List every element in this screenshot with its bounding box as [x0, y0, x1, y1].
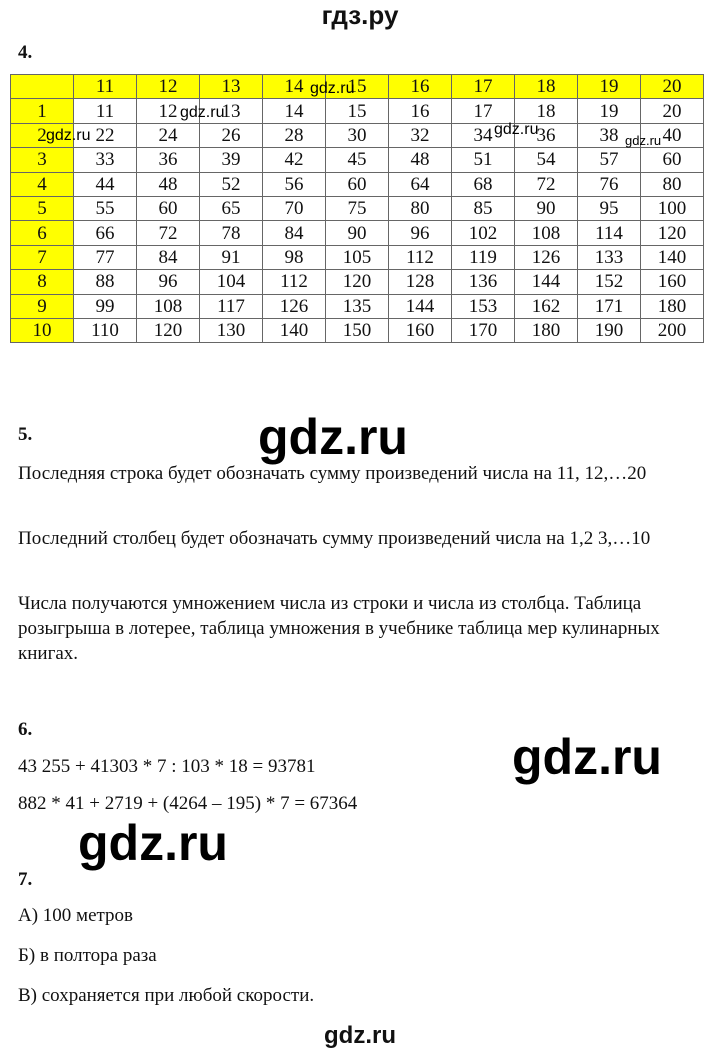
site-title: гдз.ру	[321, 0, 399, 30]
table-cell: 55	[74, 196, 137, 220]
table-cell: 56	[263, 172, 326, 196]
task-5-paragraph-1: Последняя строка будет обозначать сумму произведений числа на 11, 12,…20	[18, 463, 647, 484]
row-header: 3	[11, 148, 74, 172]
table-cell: 80	[389, 196, 452, 220]
table-cell: 104	[200, 270, 263, 294]
column-header: 13	[200, 75, 263, 99]
table-cell: 114	[578, 221, 641, 245]
task-6-number: 6.	[18, 719, 33, 740]
table-cell: 108	[137, 294, 200, 318]
table-cell: 26	[200, 123, 263, 147]
table-cell: 170	[452, 318, 515, 342]
watermark: gdz.ru	[78, 815, 228, 871]
task-7-number: 7.	[18, 869, 33, 890]
table-cell: 112	[389, 245, 452, 269]
table-cell: 34	[452, 123, 515, 147]
table-cell: 36	[137, 148, 200, 172]
column-header: 17	[452, 75, 515, 99]
table-cell: 42	[263, 148, 326, 172]
table-cell: 16	[389, 99, 452, 123]
table-cell: 60	[641, 148, 704, 172]
table-cell: 117	[200, 294, 263, 318]
table-cell: 40	[641, 123, 704, 147]
table-cell: 110	[74, 318, 137, 342]
column-header: 19	[578, 75, 641, 99]
table-cell: 84	[137, 245, 200, 269]
table-cell: 105	[326, 245, 389, 269]
table-cell: 160	[389, 318, 452, 342]
table-cell: 128	[389, 270, 452, 294]
table-cell: 11	[74, 99, 137, 123]
multiplication-table	[10, 74, 704, 343]
row-header: 8	[11, 270, 74, 294]
table-cell: 30	[326, 123, 389, 147]
table-cell: 144	[389, 294, 452, 318]
table-cell: 38	[578, 123, 641, 147]
row-header: 1	[11, 99, 74, 123]
table-cell: 144	[515, 270, 578, 294]
table-cell: 72	[137, 221, 200, 245]
watermark: gdz.ru	[258, 409, 408, 465]
task-7-answer-a: А) 100 метров	[18, 905, 134, 926]
row-header: 2	[11, 123, 74, 147]
table-cell: 20	[641, 99, 704, 123]
table-cell: 77	[74, 245, 137, 269]
column-header: 16	[389, 75, 452, 99]
task-7-answer-b: Б) в полтора раза	[18, 945, 157, 966]
table-cell: 48	[389, 148, 452, 172]
table-cell: 60	[137, 196, 200, 220]
table-cell: 64	[389, 172, 452, 196]
table-cell: 75	[326, 196, 389, 220]
table-cell: 84	[263, 221, 326, 245]
table-cell: 90	[515, 196, 578, 220]
table-cell: 126	[515, 245, 578, 269]
column-header	[11, 75, 74, 99]
column-header: 15	[326, 75, 389, 99]
table-cell: 33	[74, 148, 137, 172]
table-cell: 96	[389, 221, 452, 245]
table-cell: 14	[263, 99, 326, 123]
task-4-number: 4.	[18, 42, 33, 63]
table-cell: 152	[578, 270, 641, 294]
table-row	[11, 196, 704, 220]
table-cell: 15	[326, 99, 389, 123]
table-row	[11, 221, 704, 245]
table-cell: 70	[263, 196, 326, 220]
row-header: 10	[11, 318, 74, 342]
table-cell: 180	[515, 318, 578, 342]
task-6-line-2: 882 * 41 + 2719 + (4264 – 195) * 7 = 67364	[18, 793, 358, 814]
table-cell: 130	[200, 318, 263, 342]
table-row	[11, 148, 704, 172]
table-cell: 85	[452, 196, 515, 220]
table-cell: 88	[74, 270, 137, 294]
task-5-number: 5.	[18, 424, 33, 445]
table-cell: 108	[515, 221, 578, 245]
table-cell: 80	[641, 172, 704, 196]
watermark-small: gdz.ru	[310, 80, 355, 97]
row-header: 9	[11, 294, 74, 318]
table-cell: 45	[326, 148, 389, 172]
footer-watermark: gdz.ru	[324, 1022, 396, 1049]
table-cell: 200	[641, 318, 704, 342]
table-cell: 120	[137, 318, 200, 342]
table-cell: 76	[578, 172, 641, 196]
table-cell: 36	[515, 123, 578, 147]
table-cell: 153	[452, 294, 515, 318]
table-cell: 65	[200, 196, 263, 220]
table-cell: 13	[200, 99, 263, 123]
table-row	[11, 318, 704, 342]
table-cell: 160	[641, 270, 704, 294]
table-cell: 136	[452, 270, 515, 294]
table-cell: 22	[74, 123, 137, 147]
table-cell: 100	[641, 196, 704, 220]
task-6-line-1: 43 255 + 41303 * 7 : 103 * 18 = 93781	[18, 756, 316, 777]
table-cell: 39	[200, 148, 263, 172]
column-header: 18	[515, 75, 578, 99]
table-cell: 133	[578, 245, 641, 269]
table-cell: 60	[326, 172, 389, 196]
table-cell: 180	[641, 294, 704, 318]
table-cell: 12	[137, 99, 200, 123]
table-cell: 72	[515, 172, 578, 196]
task-5-paragraph-2: Последний столбец будет обозначать сумму произведений числа на 1,2 3,…10	[18, 528, 651, 549]
table-cell: 135	[326, 294, 389, 318]
table-cell: 78	[200, 221, 263, 245]
table-cell: 95	[578, 196, 641, 220]
task-7-answer-c: В) сохраняется при любой скорости.	[18, 985, 315, 1006]
table-cell: 120	[641, 221, 704, 245]
table-cell: 171	[578, 294, 641, 318]
watermark-small: gdz.ru	[625, 133, 662, 148]
table-cell: 112	[263, 270, 326, 294]
row-header: 6	[11, 221, 74, 245]
column-header: 20	[641, 75, 704, 99]
table-cell: 17	[452, 99, 515, 123]
table-cell: 66	[74, 221, 137, 245]
watermark-small: gdz.ru	[180, 104, 225, 121]
table-cell: 57	[578, 148, 641, 172]
table-cell: 91	[200, 245, 263, 269]
row-header: 5	[11, 196, 74, 220]
table-cell: 96	[137, 270, 200, 294]
table-cell: 162	[515, 294, 578, 318]
table-cell: 18	[515, 99, 578, 123]
table-cell: 140	[641, 245, 704, 269]
row-header: 4	[11, 172, 74, 196]
column-header: 14	[263, 75, 326, 99]
table-cell: 51	[452, 148, 515, 172]
table-cell: 99	[74, 294, 137, 318]
table-row	[11, 99, 704, 123]
table-cell: 32	[389, 123, 452, 147]
table-cell: 150	[326, 318, 389, 342]
column-header: 11	[74, 75, 137, 99]
table-row	[11, 270, 704, 294]
table-cell: 19	[578, 99, 641, 123]
table-header-row	[11, 75, 704, 99]
table-row	[11, 294, 704, 318]
row-header: 7	[11, 245, 74, 269]
column-header: 12	[137, 75, 200, 99]
table-cell: 140	[263, 318, 326, 342]
table-row	[11, 172, 704, 196]
table-cell: 68	[452, 172, 515, 196]
watermark: gdz.ru	[512, 729, 662, 785]
watermark-small: gdz.ru	[494, 121, 539, 138]
table-cell: 98	[263, 245, 326, 269]
table-cell: 54	[515, 148, 578, 172]
table-cell: 44	[74, 172, 137, 196]
table-row	[11, 245, 704, 269]
table-cell: 48	[137, 172, 200, 196]
table-cell: 190	[578, 318, 641, 342]
table-cell: 28	[263, 123, 326, 147]
table-cell: 52	[200, 172, 263, 196]
watermark-small: gdz.ru	[46, 127, 91, 144]
task-5-paragraph-3: Числа получаются умножением числа из строки и числа из столбца. Таблица розыгрыша в лотерее, таблица умножения в учебнике таблица мер кулинарных книгах.	[18, 593, 660, 664]
table-cell: 102	[452, 221, 515, 245]
table-cell: 126	[263, 294, 326, 318]
table-cell: 119	[452, 245, 515, 269]
table-cell: 24	[137, 123, 200, 147]
table-cell: 90	[326, 221, 389, 245]
table-row	[11, 123, 704, 147]
table-cell: 120	[326, 270, 389, 294]
